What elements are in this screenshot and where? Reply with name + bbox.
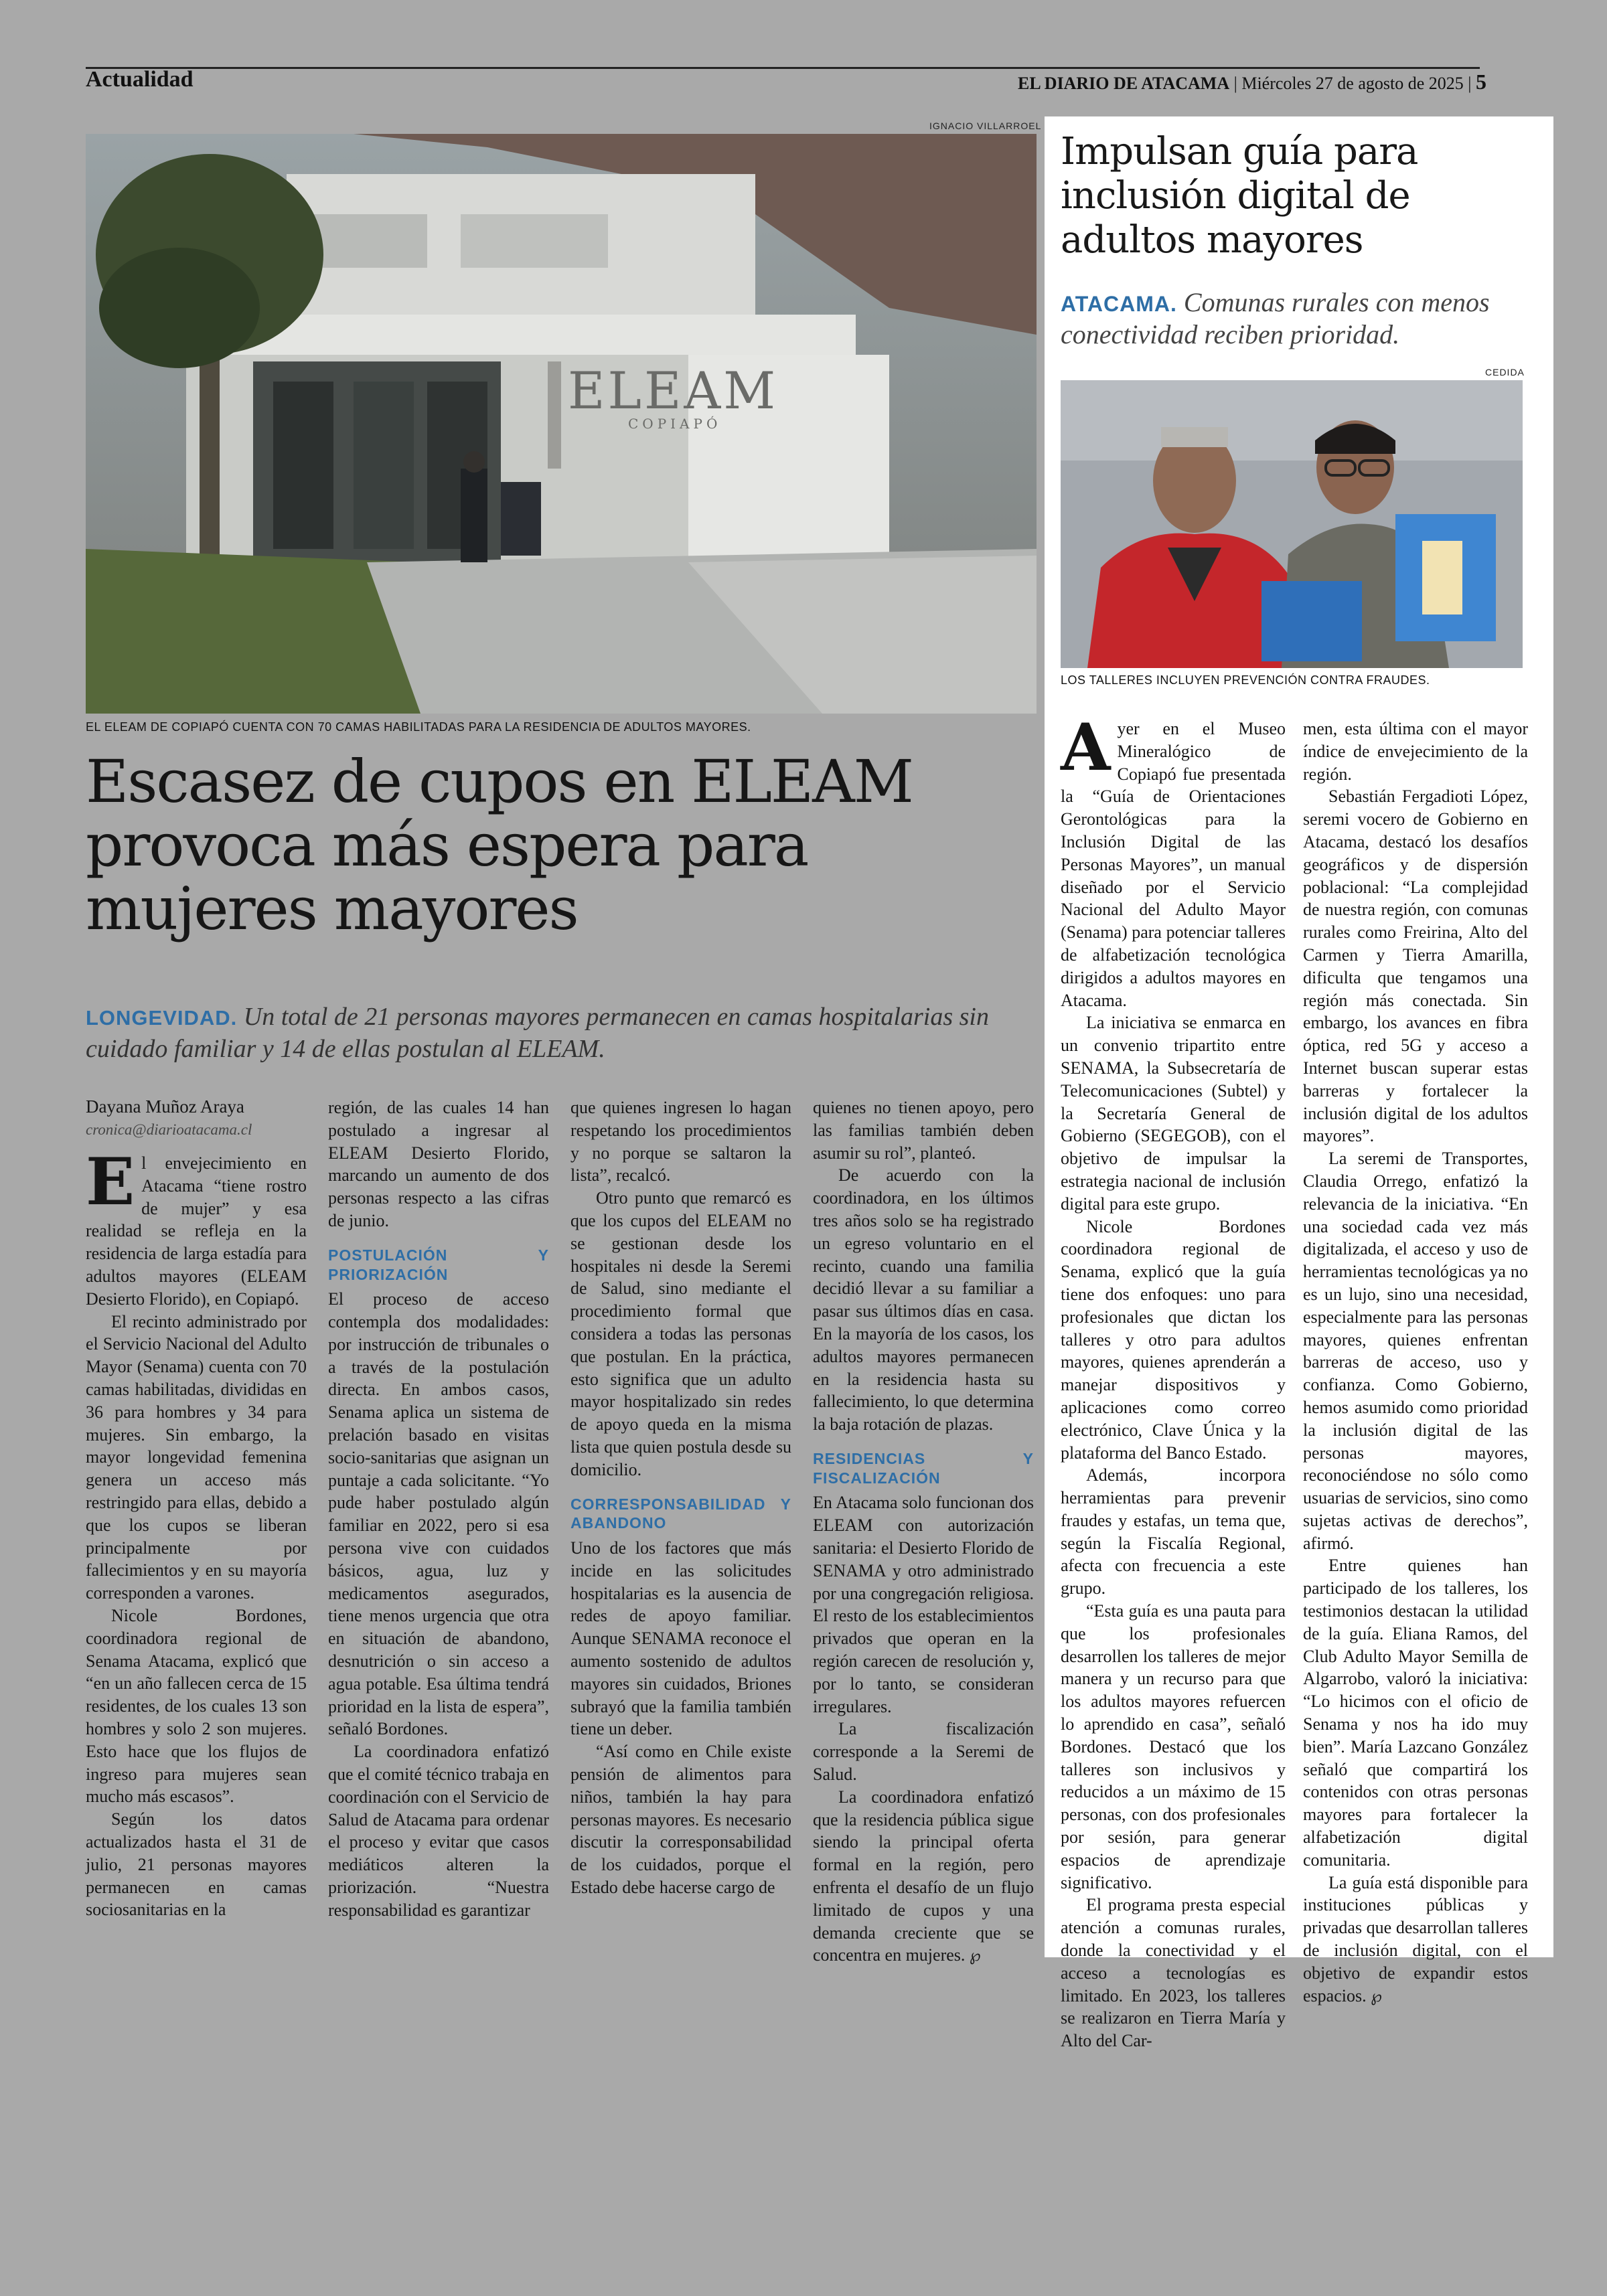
photo-caption: LOS TALLERES INCLUYEN PREVENCIÓN CONTRA FRAUDES. [1061, 673, 1430, 687]
paragraph: “Esta guía es una pauta para que los profesionales desarrollen los talleres de mejor manera y un recurso para que los adultos mayores refuercen lo aprendido en casa”, señaló Bordones. Destacó que los talleres son inclusivos y reducidos a un máximo de 15 personas, con dos profesionales por sesión, para generar espacios de aprendizaje significativo. [1061, 1601, 1286, 1892]
separator: | [1468, 74, 1476, 93]
paragraph-text: yer en el Museo Mineralógico de Copiapó fue presentada la “Guía de Orientaciones Gerontológicas para la Inclusión Digital de las Personas Mayores”, un manual diseñado por el Servicio Nacional del Adulto Mayor (Senama) para potenciar talleres de alfabetización tecnológica dirigidos a adultos mayores en Atacama. [1061, 719, 1286, 1010]
end-mark-icon: ℘ [969, 1946, 981, 1965]
paragraph [86, 1144, 307, 1311]
paragraph: La fiscalización corresponde a la Seremi de Salud. [813, 1719, 1034, 1785]
paragraph: La iniciativa se enmarca en un convenio tripartito entre SENAMA, la Subsecretaría de Telecomunicaciones (Subtel) y la Secretaría General de Gobierno (SEGEGOB), con el objetivo de impulsar la estrategia nacional de inclusión digital para este grupo. [1061, 1013, 1286, 1214]
photo-credit: IGNACIO VILLARROEL [929, 120, 1042, 131]
issue-date: Miércoles 27 de agosto de 2025 [1241, 74, 1464, 93]
paragraph: El proceso de acceso contempla dos modalidades: por instrucción de tribunales o a través de la postulación directa. En ambos casos, Senama aplica un sistema de prelación basado en visitas socio-sanitarias que asignan un puntaje a cada solicitante. “Yo pude haber postulado algún familiar en 2022, pero si esa persona vive con cuidados básicos, agua, luz y medicamentos asegurados, tiene menos urgencia que otra en situación de abandono, desnutrición o sin acceso a agua potable. Esa última tendrá prioridad en la lista de espera”, señaló Bordones. [328, 1289, 549, 1739]
photo-caption: EL ELEAM DE COPIAPÓ CUENTA CON 70 CAMAS HABILITADAS PARA LA RESIDENCIA DE ADULTOS MAYORES. [86, 720, 751, 734]
paragraph: quienes no tienen apoyo, pero las familias también deben asumir su rol”, planteó. [813, 1098, 1034, 1163]
subheading: RESIDENCIAS Y FISCALIZACIÓN [813, 1449, 1034, 1487]
paragraph: Sebastián Fergadioti López, seremi vocero de Gobierno en Atacama, destacó los desafíos geográficos y de dispersión poblacional: “La complejidad de nuestra región, con comunas rurales como Freirina, Alto del Carmen y Tierra Amarilla, dificulta que tengamos una región más conectada. Sin embargo, los avances en fibra óptica, red 5G y acceso a Internet buscan superar estas barreras y fortalecer la inclusión digital de los adultos mayores”. [1303, 787, 1528, 1146]
main-lead [86, 1001, 1037, 1065]
paragraph: Nicole Bordones coordinadora regional de Senama, explicó que la guía tiene dos enfoques: uno para profesionales que dictan los talleres y otro para adultos mayores, quienes aprenderán a manejar dispositivos y aplicaciones como correo electrónico, Clave Única y la plataforma del Banco Estado. [1061, 1216, 1286, 1463]
paragraph [1303, 1872, 1528, 2007]
paragraph: La coordinadora enfatizó que el comité técnico trabaja en coordinación con el Servicio de Salud de Atacama para ordenar el proceso y evitar que casos mediáticos alteren la priorización. “Nuestra responsabilidad es garantizar [328, 1742, 549, 1920]
paragraph-text: l envejecimiento en Atacama “tiene rostro de mujer” y esa realidad se refleja en la residencia de larga estadía para adultos mayores (ELEAM Desierto Florido), en Copiapó. [86, 1153, 307, 1309]
kicker: ATACAMA. [1061, 292, 1177, 316]
paragraph: men, esta última con el mayor índice de envejecimiento de la región. [1303, 719, 1528, 784]
paragraph: Según los datos actualizados hasta el 31 de julio, 21 personas mayores permanecen en camas sociosanitarias en la [86, 1809, 307, 1920]
paragraph: “Así como en Chile existe pensión de alimentos para niños, también la hay para personas mayores. Es necesario discutir la corresponsabilidad de los cuidados, porque el Estado debe hacerse cargo de [570, 1742, 791, 1897]
guide-presentation-photo [1061, 380, 1523, 668]
paragraph-text: La guía está disponible para instituciones públicas y privadas que desarrollan talleres de inclusión digital, con el objetivo de expandir estos espacios. [1303, 1872, 1528, 2005]
photo-credit: CEDIDA [1485, 367, 1525, 378]
paragraph: Nicole Bordones, coordinadora regional de Senama Atacama, explicó que “en un año fallecen cerca de 15 residentes, de los cuales 13 son hombres y solo 2 son mujeres. Esto hace que los flujos de ingreso para mujeres sean mucho más escasos”. [86, 1605, 307, 1807]
kicker: LONGEVIDAD. [86, 1006, 238, 1030]
header-rule [86, 67, 1480, 69]
eleam-building-photo [86, 134, 1037, 714]
paragraph: región, de las cuales 14 han postulado a ingresar al ELEAM Desierto Florido, marcando un aumento de dos personas respecto a las cifras de junio. [328, 1098, 549, 1230]
paragraph: En Atacama solo funcionan dos ELEAM con autorización sanitaria: el Desierto Florido de SENAMA y otro administrado por una congregación religiosa. El resto de los establecimientos privados que operan en la región carecen de resolución y, por lo tanto, se consideran irregulares. [813, 1493, 1034, 1716]
paragraph: De acuerdo con la coordinadora, en los últimos tres años solo se ha registrado un egreso voluntario en el recinto, cuando una familia decidió llevar a su familiar a pasar sus últimos días en casa. En la mayoría de los casos, los adultos mayores permanecen en la residencia hasta su fallecimiento, lo que determina la baja rotación de plazas. [813, 1165, 1034, 1434]
side-headline: Impulsan guía para inclusión digital de adultos mayores [1061, 130, 1418, 262]
paragraph-text: La coordinadora enfatizó que la residencia pública sigue siendo la principal oferta formal en la región, pero enfrenta el desafío de un flujo limitado de cupos y una demanda creciente que se concentra en mujeres. [813, 1787, 1034, 1965]
end-mark-icon: ℘ [1371, 1986, 1382, 2005]
subheading: POSTULACIÓN Y PRIORIZACIÓN [328, 1246, 549, 1283]
dropcap: A [1061, 710, 1111, 785]
page-number: 5 [1476, 70, 1486, 94]
side-column-1 [1061, 710, 1286, 2052]
paragraph: Además, incorpora herramientas para prevenir fraudes y estafas, un tema que, según la Fiscalía Regional, afecta con frecuencia a este grupo. [1061, 1465, 1286, 1598]
newspaper-name: EL DIARIO DE ATACAMA [1017, 74, 1230, 93]
eleam-building-illustration [86, 134, 1037, 714]
paragraph: que quienes ingresen lo hagan respetando los procedimientos y no porque se saltaron la lista”, recalcó. [570, 1098, 791, 1185]
main-column-1 [86, 1096, 307, 1921]
two-people-holding-guides-illustration [1061, 380, 1523, 668]
paragraph: El programa presta especial atención a comunas rurales, donde la conectividad y el acceso a tecnologías es limitado. En 2023, los talleres se realizaron en Tierra María y Alto del Car- [1061, 1895, 1286, 2051]
paragraph: Otro punto que remarcó es que los cupos del ELEAM no se gestionan desde los hospitales ni desde la Seremi de Salud, sino mediante el procedimiento formal que considera a todas las personas que postulan. En la práctica, esto significa que un adulto mayor hospitalizado sin redes de apoyo queda en la misma lista que quien postula desde su domicilio. [570, 1188, 791, 1479]
side-column-2 [1303, 718, 1528, 2007]
paragraph [813, 1786, 1034, 1967]
section-title: Actualidad [86, 67, 194, 92]
paragraph: La seremi de Transportes, Claudia Orrego, enfatizó la relevancia de la iniciativa. “En una sociedad cada vez más digitalizada, el acceso y uso de herramientas tecnológicas ya no es un lujo, sino una necesidad, especialmente para las personas mayores, quienes enfrentan barreras de acceso, uso y confianza. Como Gobierno, hemos asumido como prioridad la inclusión digital de las personas mayores, reconociéndose no sólo como usuarias de servicios, sino como sujetas activas de derechos”, afirmó. [1303, 1149, 1528, 1553]
main-column-2 [328, 1096, 549, 1922]
paper-info [1018, 70, 1486, 94]
author-email: cronica@diarioatacama.cl [86, 1121, 252, 1138]
side-lead [1061, 286, 1543, 351]
separator: | [1233, 74, 1242, 93]
paragraph [1061, 710, 1286, 1011]
dropcap: E [86, 1144, 135, 1220]
eleam-sign-subtext: COPIAPÓ [628, 416, 722, 432]
lead-text: Comunas rurales con menos conectividad reciben prioridad. [1061, 287, 1490, 349]
paragraph: El recinto administrado por el Servicio Nacional del Adulto Mayor (Senama) cuenta con 70 camas habilitadas, divididas en 36 para hombres y 34 para mujeres. Sin embargo, la mayor longevidad femenina genera un acceso más restringido para ellas, debido a que los cupos se liberan principalmente por fallecimientos y en su mayoría corresponden a varones. [86, 1311, 307, 1603]
paragraph: Uno de los factores que más incide en las solicitudes hospitalarias es la ausencia de redes de apoyo familiar. Aunque SENAMA reconoce el aumento sostenido de adultos mayores sin cuidados, Briones subrayó que la familia también tiene un deber. [570, 1538, 791, 1739]
subheading: CORRESPONSABILIDAD Y ABANDONO [570, 1495, 791, 1532]
byline: Dayana Muñoz Araya [86, 1096, 244, 1117]
eleam-sign-text: ELEAM [568, 361, 779, 420]
lead-text: Un total de 21 personas mayores permanecen en camas hospitalarias sin cuidado familiar y 14 de ellas postulan al ELEAM. [86, 1003, 989, 1063]
main-column-3 [570, 1096, 791, 1899]
paragraph: Entre quienes han participado de los talleres, los testimonios destacan la utilidad de la guía. Eliana Ramos, del Club Adulto Mayor Semilla de Algarrobo, valoró la iniciativa: “Lo hicimos con el oficio de Senama y nos ha ido muy bien”. María Lazcano González señaló que compartirá los contenidos con otras personas mayores para fortalecer la alfabetización digital comunitaria. [1303, 1556, 1528, 1870]
main-headline: Escasez de cupos en ELEAM provoca más espera para mujeres mayores [86, 747, 913, 944]
main-column-4 [813, 1096, 1034, 1967]
